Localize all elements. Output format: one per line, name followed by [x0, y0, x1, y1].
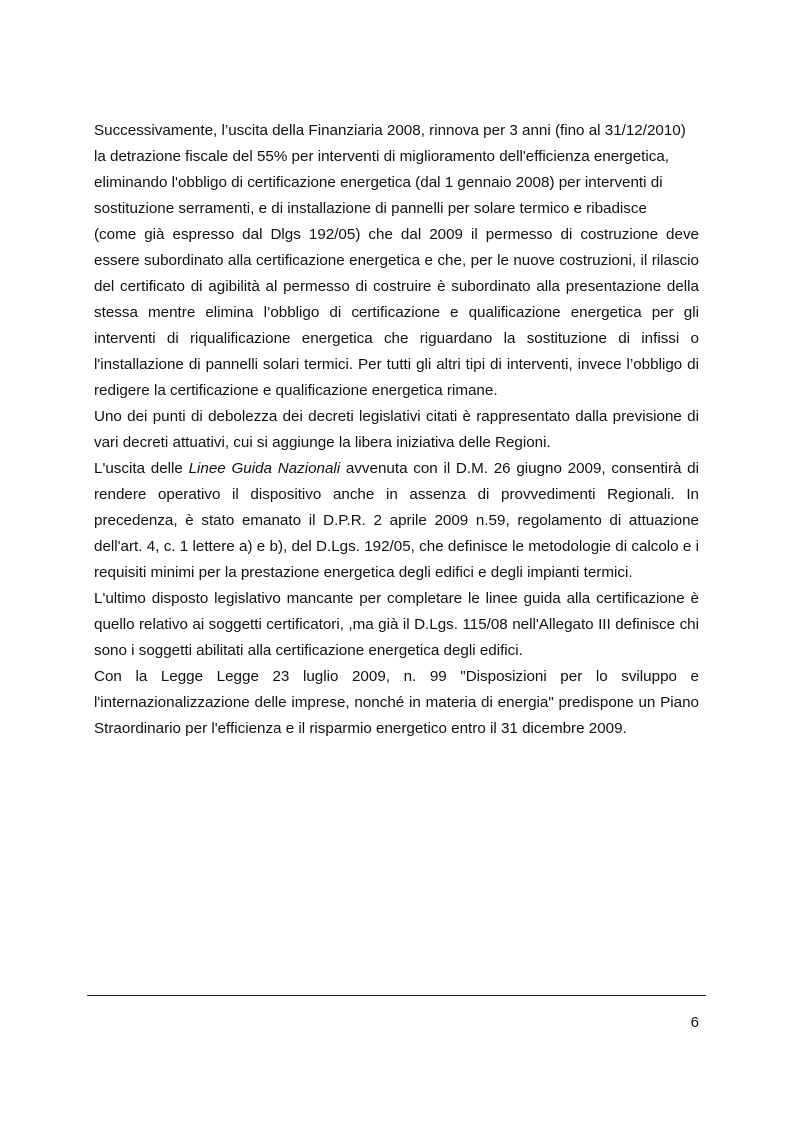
footer-divider [87, 995, 706, 996]
linee-guida-rest: avvenuta con il D.M. 26 giugno 2009, consentirà di rendere operativo il dispositivo anche in assenza di provvedimenti Regionali. In precedenza, è stato emanato il D.P.R. 2 aprile 2009 n.59, regolamento di attuazione dell'art. 4, c. 1 lettere a) e b), del D.Lgs. 192/05, che definisce le metodologie di calcolo e i requisiti minimi per la prestazione energetica degli edifici e degli impianti termici. [94, 460, 699, 581]
paragraph-permesso-costruzione: (come già espresso dal Dlgs 192/05) che dal 2009 il permesso di costruzione deve essere subordinato alla certificazione energetica e che, per le nuove costruzioni, il rilascio del certificato di agibilità al permesso di costruire è subordinato alla presentazione della stessa mentre elimina l’obbligo di certificazione e qualificazione energetica per gli interventi di riqualificazione energetica che riguardano la sostituzione di infissi o l'installazione di pannelli solari termici. Per tutti gli altri tipi di interventi, invece l’obbligo di redigere la certificazione e qualificazione energetica rimane. [94, 226, 699, 399]
paragraph-punti-debolezza: Uno dei punti di debolezza dei decreti legislativi citati è rappresentato dalla previsione di vari decreti attuativi, cui si aggiunge la libera iniziativa delle Regioni. [94, 408, 699, 451]
paragraph-legge-99-2009: Con la Legge Legge 23 luglio 2009, n. 99 "Disposizioni per lo sviluppo e l'internazionalizzazione delle imprese, nonché in materia di energia" predispone un Piano Straordinario per l'efficienza e il risparmio energetico entro il 31 dicembre 2009. [94, 668, 699, 737]
body-text [94, 118, 699, 742]
linee-guida-nazionali-italic: Linee Guida Nazionali [188, 460, 341, 477]
paragraph-linee-guida [94, 456, 699, 586]
page-number: 6 [690, 1014, 699, 1031]
linee-guida-intro: L'uscita delle [94, 460, 189, 477]
paragraph-soggetti-certificatori: L'ultimo disposto legislativo mancante per completare le linee guida alla certificazione è quello relativo ai soggetti certificatori, ,ma già il D.Lgs. 115/08 nell'Allegato III definisce chi sono i soggetti abilitati alla certificazione energetica degli edifici. [94, 590, 699, 659]
paragraph-finanziaria-2008: Successivamente, l’uscita della Finanziaria 2008, rinnova per 3 anni (fino al 31/12/2010) la detrazione fiscale del 55% per interventi di miglioramento dell'efficienza energetica, eliminando l'obbligo di certificazione energetica (dal 1 gennaio 2008) per interventi di sostituzione serramenti, e di installazione di pannelli per solare termico e ribadisce [94, 122, 686, 217]
